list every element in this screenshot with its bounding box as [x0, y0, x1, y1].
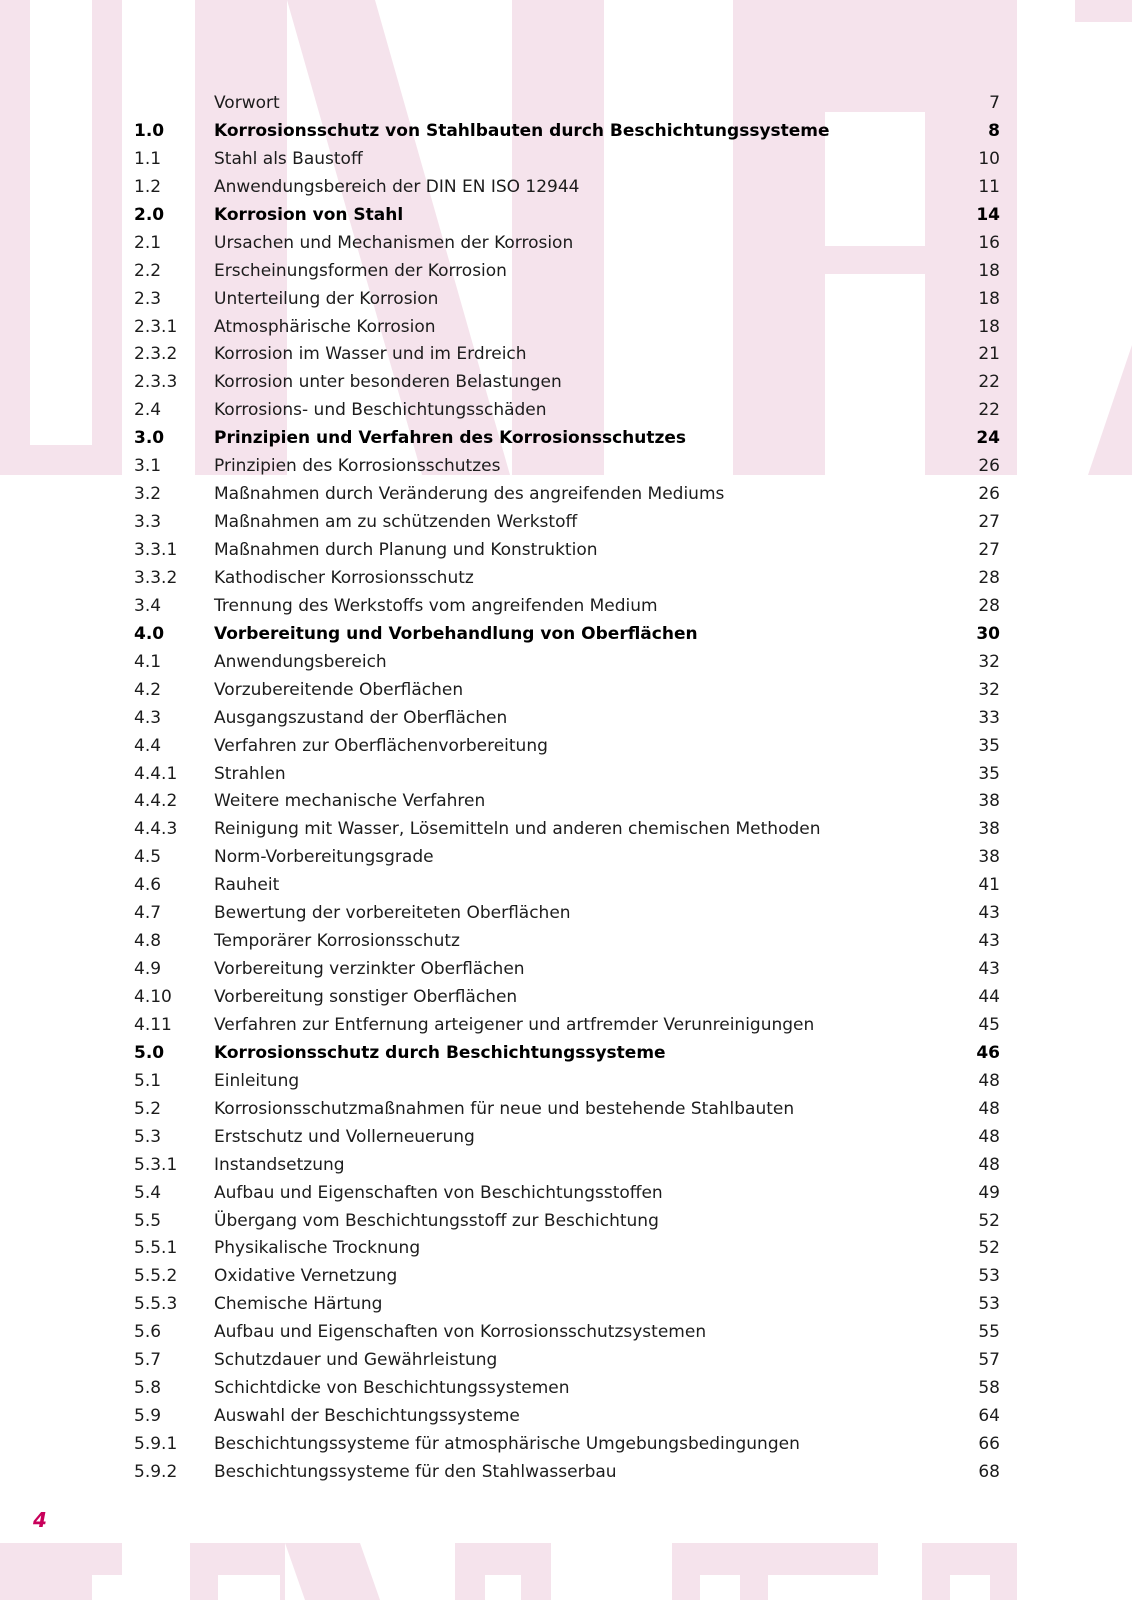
toc-chapter-entry	[134, 621, 1000, 649]
toc-entry-page: 35	[978, 763, 1000, 784]
toc-entry-page: 41	[978, 875, 1000, 896]
toc-entry	[134, 509, 1000, 537]
toc-entry	[134, 1263, 1000, 1291]
toc-entry-title: Schichtdicke von Beschichtungssystemen	[214, 1378, 570, 1399]
toc-entry	[134, 1459, 1000, 1487]
toc-entry-page: 18	[978, 288, 1000, 309]
toc-entry-page: 10	[978, 148, 1000, 169]
toc-entry-title: Unterteilung der Korrosion	[214, 288, 439, 309]
toc-entry-title: Oxidative Vernetzung	[214, 1266, 398, 1287]
toc-entry-title: Weitere mechanische Verfahren	[214, 791, 486, 812]
toc-entry-page: 53	[978, 1294, 1000, 1315]
toc-entry-page: 30	[976, 623, 1000, 644]
toc-entry-title: Aufbau und Eigenschaften von Beschichtungsstoffen	[214, 1182, 663, 1203]
toc-entry	[134, 928, 1000, 956]
toc-entry-page: 26	[978, 456, 1000, 477]
toc-entry-number: 3.2	[134, 484, 162, 505]
toc-entry	[134, 369, 1000, 397]
toc-entry-number: 1.1	[134, 148, 162, 169]
toc-entry-number: 3.3	[134, 512, 162, 533]
toc-entry-title: Rauheit	[214, 875, 280, 896]
toc-entry-title: Erscheinungsformen der Korrosion	[214, 260, 507, 281]
toc-entry-page: 26	[978, 484, 1000, 505]
toc-entry-number: 4.1	[134, 651, 162, 672]
toc-entry-number: 5.3.1	[134, 1154, 178, 1175]
toc-entry-title: Physikalische Trocknung	[214, 1238, 421, 1259]
toc-entry	[134, 984, 1000, 1012]
toc-entry-number: 4.3	[134, 707, 162, 728]
toc-entry-page: 28	[978, 567, 1000, 588]
toc-entry-title: Vorbereitung verzinkter Oberflächen	[214, 959, 525, 980]
toc-entry	[134, 1347, 1000, 1375]
toc-entry	[134, 677, 1000, 705]
toc-entry-number: 3.3.2	[134, 567, 178, 588]
toc-entry-number: 2.3	[134, 288, 162, 309]
toc-entry-number: 5.6	[134, 1322, 162, 1343]
toc-entry-title: Prinzipien des Korrosionsschutzes	[214, 456, 501, 477]
toc-entry-page: 43	[978, 931, 1000, 952]
page-number: 4	[33, 1508, 47, 1532]
toc-chapter-entry	[134, 202, 1000, 230]
toc-entry-title: Einleitung	[214, 1070, 300, 1091]
toc-entry-page: 38	[978, 791, 1000, 812]
toc-entry-title: Verfahren zur Oberflächenvorbereitung	[214, 735, 548, 756]
toc-entry	[134, 1152, 1000, 1180]
toc-entry-number: 4.4.2	[134, 791, 178, 812]
toc-entry-title: Anwendungsbereich der DIN EN ISO 12944	[214, 176, 580, 197]
toc-entry	[134, 1124, 1000, 1152]
toc-entry-page: 48	[978, 1098, 1000, 1119]
toc-entry-page: 58	[978, 1378, 1000, 1399]
toc-entry-number: 5.3	[134, 1126, 162, 1147]
toc-entry-title: Maßnahmen durch Veränderung des angreifenden Mediums	[214, 484, 725, 505]
toc-entry-number: 5.9.2	[134, 1461, 178, 1482]
toc-entry	[134, 397, 1000, 425]
toc-entry-title: Übergang vom Beschichtungsstoff zur Beschichtung	[214, 1210, 659, 1231]
toc-entry-title: Korrosions- und Beschichtungsschäden	[214, 400, 547, 421]
toc-entry-title: Verfahren zur Entfernung arteigener und artfremder Verunreinigungen	[214, 1014, 815, 1035]
toc-entry-title: Norm-Vorbereitungsgrade	[214, 847, 434, 868]
toc-entry-number: 4.8	[134, 931, 162, 952]
toc-entry	[134, 341, 1000, 369]
toc-entry	[134, 761, 1000, 789]
toc-entry-number: 2.2	[134, 260, 162, 281]
toc-entry-title: Reinigung mit Wasser, Lösemitteln und anderen chemischen Methoden	[214, 819, 821, 840]
toc-entry	[134, 1319, 1000, 1347]
toc-entry-page: 7	[989, 93, 1000, 113]
toc-entry-title: Atmosphärische Korrosion	[214, 316, 436, 337]
toc-entry-number: 5.5	[134, 1210, 162, 1231]
toc-entry-number: 5.5.1	[134, 1238, 178, 1259]
toc-entry-title: Vorbereitung und Vorbehandlung von Oberflächen	[214, 623, 698, 644]
toc-entry-page: 24	[976, 428, 1000, 449]
toc-entry-title: Trennung des Werkstoffs vom angreifenden Medium	[214, 595, 658, 616]
toc-entry-number: 5.5.3	[134, 1294, 178, 1315]
toc-entry-title: Maßnahmen durch Planung und Konstruktion	[214, 540, 598, 560]
toc-entry-page: 68	[978, 1461, 1000, 1482]
toc-entry	[134, 816, 1000, 844]
toc-entry-page: 57	[978, 1350, 1000, 1371]
toc-entry-number: 4.4	[134, 735, 162, 756]
toc-entry-page: 11	[978, 176, 1000, 197]
toc-entry	[134, 481, 1000, 509]
toc-entry	[134, 1291, 1000, 1319]
toc-entry-page: 43	[978, 903, 1000, 924]
toc-entry-number: 4.5	[134, 847, 162, 868]
toc-entry-title: Vorzubereitende Oberflächen	[214, 679, 464, 700]
toc-entry-page: 18	[978, 260, 1000, 281]
toc-chapter-entry	[134, 118, 1000, 146]
toc-entry-page: 21	[978, 344, 1000, 365]
toc-entry-page: 48	[978, 1070, 1000, 1091]
toc-entry-title: Beschichtungssysteme für den Stahlwasserbau	[214, 1461, 617, 1482]
toc-entry-title: Chemische Härtung	[214, 1294, 383, 1315]
toc-entry-page: 48	[978, 1126, 1000, 1147]
toc-entry-title: Korrosionsschutz durch Beschichtungssysteme	[214, 1042, 666, 1063]
toc-entry-number: 2.3.1	[134, 316, 178, 337]
toc-entry	[134, 1180, 1000, 1208]
toc-entry-number: 3.1	[134, 456, 162, 477]
toc-entry-number: 5.9.1	[134, 1434, 178, 1454]
toc-entry-page: 18	[978, 316, 1000, 337]
toc-entry	[134, 844, 1000, 872]
toc-entry-number: 2.4	[134, 400, 162, 421]
toc-entry	[134, 1431, 1000, 1459]
toc-entry-number: 2.3.3	[134, 372, 178, 393]
toc-entry-page: 66	[978, 1434, 1000, 1454]
toc-entry-title: Kathodischer Korrosionsschutz	[214, 567, 474, 588]
toc-entry-page: 22	[978, 372, 1000, 393]
toc-entry-page: 52	[978, 1238, 1000, 1259]
toc-entry-number: 3.4	[134, 595, 162, 616]
toc-entry-number: 5.0	[134, 1042, 165, 1063]
toc-entry-title: Korrosionsschutz von Stahlbauten durch Beschichtungssysteme	[214, 120, 830, 141]
toc-entry	[134, 90, 1000, 118]
toc-entry-page: 32	[978, 679, 1000, 700]
toc-entry-title: Beschichtungssysteme für atmosphärische Umgebungsbedingungen	[214, 1434, 800, 1454]
toc-entry-number: 3.0	[134, 428, 165, 449]
toc-entry-title: Erstschutz und Vollerneuerung	[214, 1126, 475, 1147]
toc-entry-number: 4.9	[134, 959, 162, 980]
toc-entry-page: 27	[978, 540, 1000, 560]
toc-entry-title: Anwendungsbereich	[214, 651, 387, 672]
toc-entry	[134, 1235, 1000, 1263]
toc-entry-title: Maßnahmen am zu schützenden Werkstoff	[214, 512, 578, 533]
toc-entry	[134, 258, 1000, 286]
toc-entry-number: 2.1	[134, 232, 162, 253]
toc-entry	[134, 1403, 1000, 1431]
toc-entry	[134, 286, 1000, 314]
toc-entry	[134, 956, 1000, 984]
toc-entry-title: Ursachen und Mechanismen der Korrosion	[214, 232, 574, 253]
toc-entry-number: 4.4.1	[134, 763, 178, 784]
toc-entry	[134, 705, 1000, 733]
toc-entry-number: 4.7	[134, 903, 162, 924]
toc-entry-number: 3.3.1	[134, 540, 178, 560]
toc-entry-page: 43	[978, 959, 1000, 980]
toc-entry-title: Korrosionsschutzmaßnahmen für neue und bestehende Stahlbauten	[214, 1098, 795, 1119]
toc-entry-page: 38	[978, 847, 1000, 868]
toc-entry-page: 48	[978, 1154, 1000, 1175]
toc-entry-title: Aufbau und Eigenschaften von Korrosionsschutzsystemen	[214, 1322, 707, 1343]
toc-entry-number: 5.2	[134, 1098, 162, 1119]
toc-entry-page: 8	[988, 120, 1000, 141]
toc-entry-page: 22	[978, 400, 1000, 421]
toc-entry	[134, 314, 1000, 342]
toc-entry	[134, 872, 1000, 900]
toc-entry-number: 2.0	[134, 204, 165, 225]
toc-entry-title: Bewertung der vorbereiteten Oberflächen	[214, 903, 571, 924]
toc-entry-title: Prinzipien und Verfahren des Korrosionsschutzes	[214, 428, 687, 449]
toc-entry-page: 45	[978, 1014, 1000, 1035]
toc-entry-title: Strahlen	[214, 763, 286, 784]
toc-entry-page: 64	[978, 1406, 1000, 1427]
toc-entry-page: 14	[976, 204, 1000, 225]
toc-entry-title: Stahl als Baustoff	[214, 148, 363, 169]
toc-entry	[134, 565, 1000, 593]
toc-entry-page: 35	[978, 735, 1000, 756]
toc-entry	[134, 733, 1000, 761]
toc-entry-number: 5.5.2	[134, 1266, 178, 1287]
toc-entry	[134, 146, 1000, 174]
toc-entry-number: 4.2	[134, 679, 162, 700]
toc-entry	[134, 174, 1000, 202]
toc-entry	[134, 1096, 1000, 1124]
toc-chapter-entry	[134, 425, 1000, 453]
toc-entry-number: 4.10	[134, 987, 172, 1007]
toc-entry	[134, 649, 1000, 677]
toc-entry-page: 32	[978, 651, 1000, 672]
toc-entry-title: Ausgangszustand der Oberflächen	[214, 707, 508, 728]
toc-entry-number: 4.6	[134, 875, 162, 896]
toc-entry-page: 46	[976, 1042, 1000, 1063]
toc-entry	[134, 453, 1000, 481]
toc-entry	[134, 1208, 1000, 1236]
toc-entry	[134, 1068, 1000, 1096]
toc-entry-title: Instandsetzung	[214, 1154, 345, 1175]
toc-entry-page: 28	[978, 595, 1000, 616]
toc-entry-number: 1.0	[134, 120, 165, 141]
toc-entry	[134, 1375, 1000, 1403]
toc-entry-title: Vorbereitung sonstiger Oberflächen	[214, 987, 518, 1007]
toc-entry-title: Schutzdauer und Gewährleistung	[214, 1350, 498, 1371]
table-of-contents	[134, 90, 1000, 1487]
toc-entry	[134, 537, 1000, 565]
toc-entry-page: 33	[978, 707, 1000, 728]
toc-entry-title: Korrosion im Wasser und im Erdreich	[214, 344, 527, 365]
toc-entry-page: 49	[978, 1182, 1000, 1203]
toc-entry-number: 5.8	[134, 1378, 162, 1399]
toc-entry-title: Korrosion unter besonderen Belastungen	[214, 372, 562, 393]
toc-entry-number: 4.4.3	[134, 819, 178, 840]
toc-entry-number: 5.9	[134, 1406, 162, 1427]
toc-entry-title: Vorwort	[214, 93, 280, 113]
toc-entry-number: 1.2	[134, 176, 162, 197]
toc-entry-title: Temporärer Korrosionsschutz	[214, 931, 460, 952]
toc-entry-number: 4.11	[134, 1014, 172, 1035]
toc-entry	[134, 900, 1000, 928]
toc-entry-page: 53	[978, 1266, 1000, 1287]
toc-entry	[134, 230, 1000, 258]
toc-entry	[134, 593, 1000, 621]
toc-entry-page: 44	[978, 987, 1000, 1007]
toc-entry-number: 2.3.2	[134, 344, 178, 365]
toc-entry-page: 27	[978, 512, 1000, 533]
toc-entry	[134, 788, 1000, 816]
toc-chapter-entry	[134, 1040, 1000, 1068]
toc-entry-number: 5.7	[134, 1350, 162, 1371]
toc-entry-number: 5.4	[134, 1182, 162, 1203]
toc-entry-page: 38	[978, 819, 1000, 840]
toc-entry-page: 16	[978, 232, 1000, 253]
toc-entry	[134, 1012, 1000, 1040]
toc-entry-number: 4.0	[134, 623, 165, 644]
toc-entry-title: Korrosion von Stahl	[214, 204, 404, 225]
toc-entry-title: Auswahl der Beschichtungssysteme	[214, 1406, 520, 1427]
toc-entry-page: 55	[978, 1322, 1000, 1343]
toc-entry-page: 52	[978, 1210, 1000, 1231]
toc-entry-number: 5.1	[134, 1070, 162, 1091]
